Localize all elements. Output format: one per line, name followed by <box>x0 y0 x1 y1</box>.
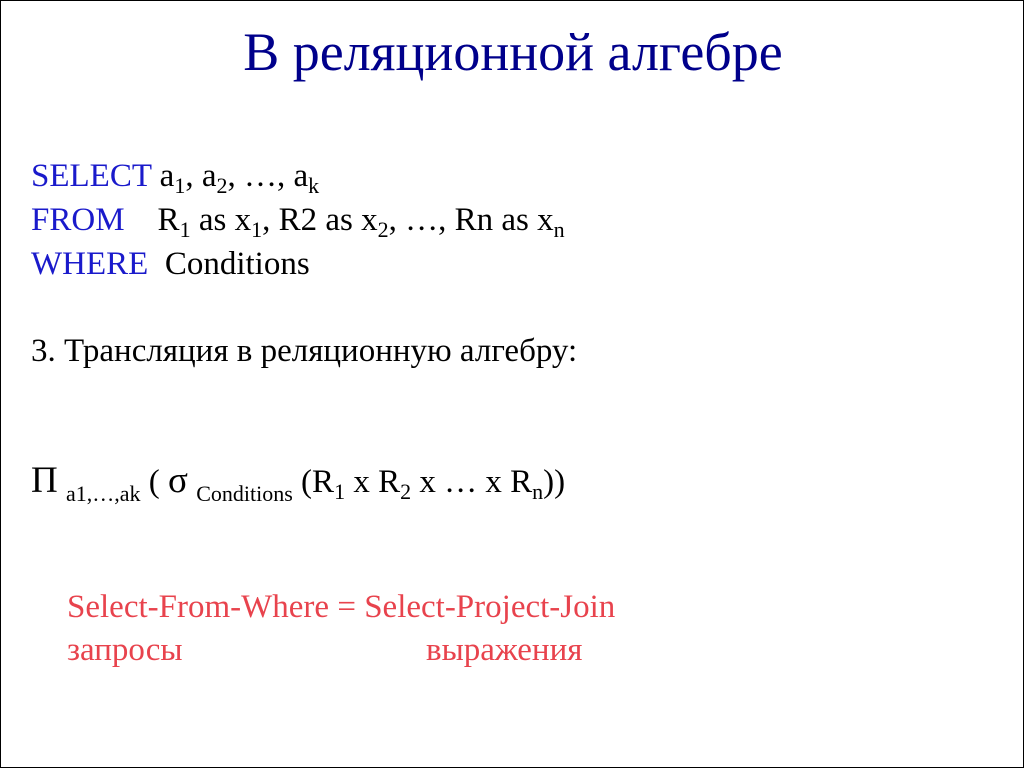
selection-conditions: Conditions <box>196 481 293 506</box>
queries-label: запросы <box>67 632 183 668</box>
equivalence-top-row <box>67 586 615 629</box>
projection-symbol: Π <box>31 460 58 501</box>
from-keyword: FROM <box>31 202 125 238</box>
select-item: … <box>243 158 277 194</box>
cartesian-product: ($R_1$ x $R_2$ x … x $R_n$ <box>301 464 544 504</box>
where-conditions: Conditions <box>164 246 310 282</box>
translation-step-heading: 3. Трансляция в реляционную алгебру: <box>31 333 578 369</box>
where-line <box>31 242 565 286</box>
equivalence-bottom-row <box>67 629 615 672</box>
expressions-label: выражения <box>426 632 583 668</box>
relational-algebra-formula: Π $_{a1,\dots,ak}$ ( σ $_{Conditions}$ ($R_1$ x $R_2$ x … x $R_n$)) <box>31 460 566 506</box>
select-item: $a_k$ <box>293 158 320 198</box>
where-keyword: WHERE <box>31 246 149 282</box>
from-relations: $R_1$ as $x_1$, R2 as $x_2$, …, Rn as $x_n$ <box>157 202 565 242</box>
selection-symbol: σ <box>168 460 188 501</box>
projection-attributes: a1,…,ak <box>65 481 141 506</box>
select-item: $a_1$ <box>159 158 186 198</box>
select-item: $a_2$ <box>201 158 228 198</box>
from-line <box>31 198 565 242</box>
spj-label: Select-Project-Join <box>364 589 616 625</box>
select-keyword: SELECT <box>31 158 152 194</box>
select-line: SELECT $a_1$, $a_2$, …, $a_k$ <box>31 158 320 198</box>
sfw-label: Select-From-Where <box>67 589 330 625</box>
slide-title: В реляционной алгебре <box>243 22 783 82</box>
sql-query <box>31 154 565 286</box>
equals-sign: = <box>337 589 356 625</box>
equivalence-note <box>67 586 615 672</box>
